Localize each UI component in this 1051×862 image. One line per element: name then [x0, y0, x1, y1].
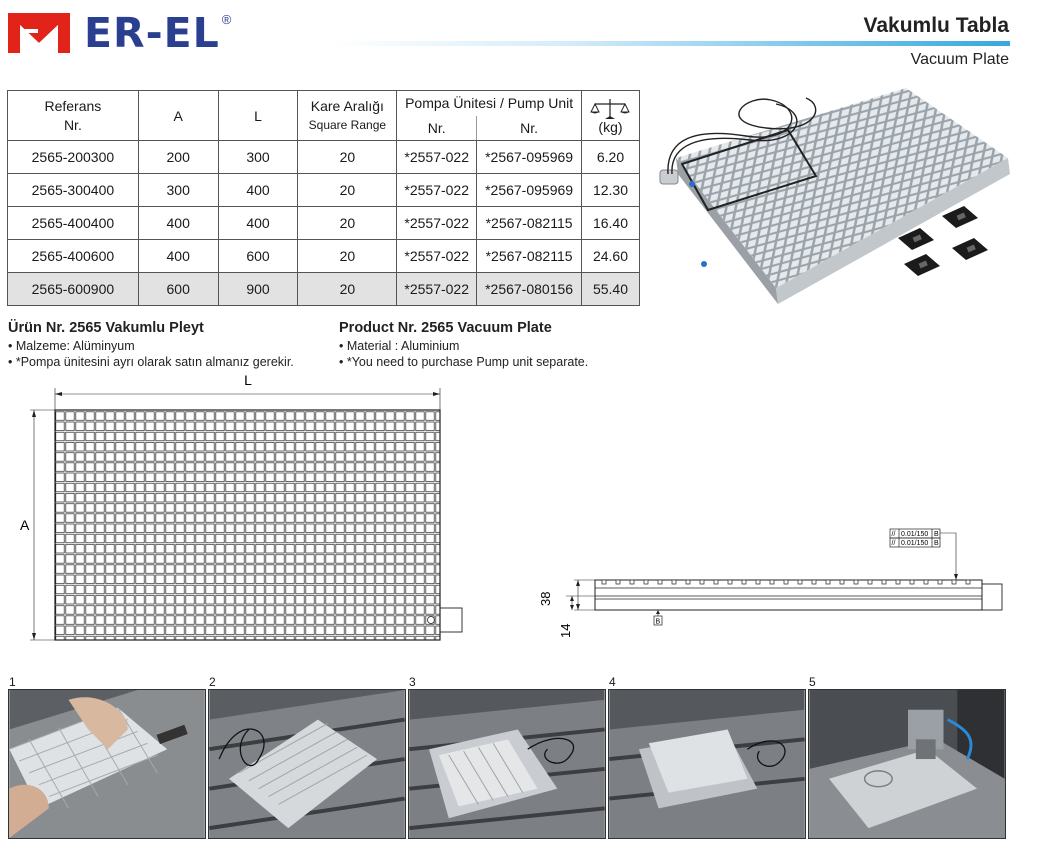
product-info-tr	[8, 319, 294, 370]
step-photo-1	[8, 676, 208, 839]
table-row: 2565-200300 200 300 20 *2557-022 *2567-095969 6.20	[8, 141, 640, 174]
table-row: 2565-400600 400 600 20 *2557-022 *2567-082115 24.60	[8, 240, 640, 273]
product-info-en	[339, 319, 588, 370]
col-header-weight	[581, 91, 639, 141]
col-header-a: A	[138, 91, 218, 141]
table-row: 2565-300400 300 400 20 *2557-022 *2567-095969 12.30	[8, 174, 640, 207]
col-header-pump-nr1: Nr.	[397, 116, 477, 141]
col-header-ref: Referans Nr.	[8, 91, 139, 141]
step-photo-2: 2	[208, 676, 408, 839]
registered-mark: ®	[221, 11, 232, 27]
spec-table	[7, 90, 640, 306]
page-title: Vakumlu Tabla	[863, 14, 1009, 37]
step-number: 1	[9, 675, 16, 689]
product-title-en: Product Nr. 2565 Vacuum Plate	[339, 320, 552, 336]
top-view-drawing	[20, 370, 480, 650]
col-header-pump: Pompa Ünitesi / Pump Unit	[397, 91, 582, 116]
table-row: 2565-600900 600 900 20 *2557-022 *2567-080156 55.40	[8, 273, 640, 306]
svg-text://: //	[891, 540, 896, 547]
vacuum-plate-photo	[656, 88, 1030, 310]
dim-14: 14	[558, 623, 573, 638]
page-subtitle: Vacuum Plate	[910, 51, 1009, 68]
parallel-icon: //	[891, 531, 896, 538]
tolerance-1: 0.01/150	[901, 531, 929, 538]
scale-icon	[590, 98, 630, 120]
erel-logo-icon	[8, 13, 70, 53]
step-photo-5: 5	[808, 676, 1008, 839]
header-rule	[330, 41, 1010, 46]
step-photo-3: 3	[408, 676, 608, 839]
svg-text:B: B	[934, 531, 939, 538]
weight-unit: (kg)	[598, 118, 623, 135]
pump-note-en: • *You need to purchase Pump unit separate.	[339, 355, 589, 369]
material-line-en: • Material : Aluminium	[339, 339, 460, 353]
step-photo-4: 4	[608, 676, 808, 839]
table-row: 2565-400400 400 400 20 *2557-022 *2567-082115 16.40	[8, 207, 640, 240]
datum-label: B	[655, 618, 661, 626]
tolerance-2: 0.01/150	[901, 540, 929, 547]
material-line-tr: • Malzeme: Alüminyum	[8, 339, 135, 353]
pump-note-tr: • *Pompa ünitesini ayrı olarak satın almanız gerekir.	[8, 355, 294, 369]
col-header-pump-nr2: Nr.	[477, 116, 582, 141]
col-header-square-range: Kare Aralığı Square Range	[298, 91, 397, 141]
dim-label-a: A	[20, 517, 30, 533]
side-view-drawing	[538, 520, 1012, 650]
brand-name: ER-EL	[84, 9, 220, 57]
col-header-l: L	[218, 91, 298, 141]
brand-logo	[8, 9, 232, 57]
svg-text:B: B	[934, 540, 939, 547]
dim-38: 38	[538, 591, 553, 606]
dim-label-l: L	[244, 372, 252, 388]
product-title-tr: Ürün Nr. 2565 Vakumlu Pleyt	[8, 320, 204, 336]
